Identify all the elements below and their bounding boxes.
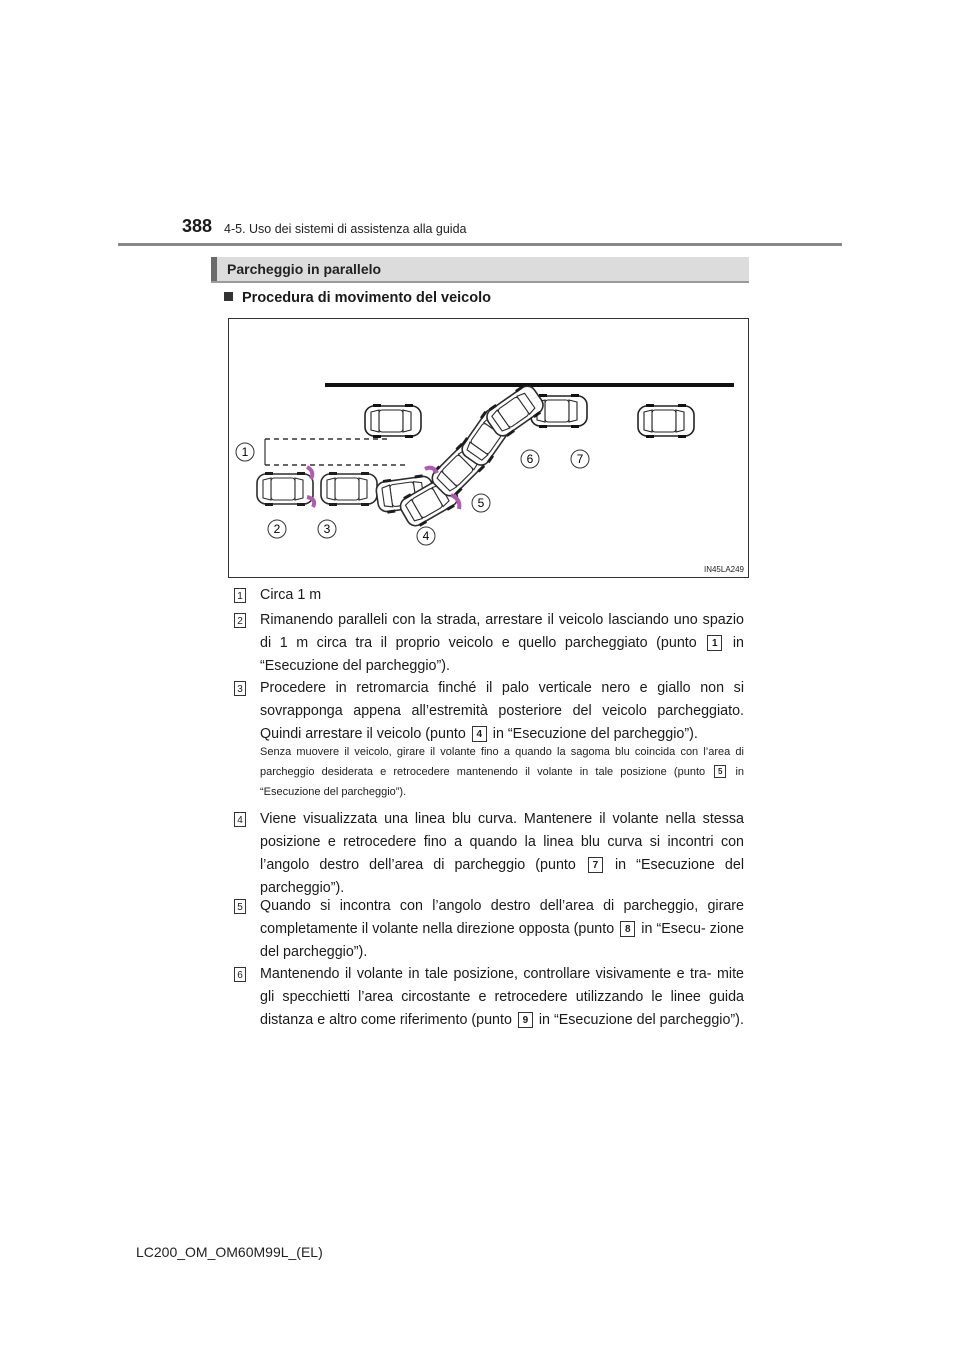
list-item <box>234 584 744 607</box>
steer-arrow-3 <box>425 468 437 473</box>
callout-7 <box>571 450 589 468</box>
callout-1 <box>236 443 254 461</box>
page-number: 388 <box>182 216 213 236</box>
svg-text:1: 1 <box>241 445 249 459</box>
footer-doc-code: LC200_OM_OM60M99L_(EL) <box>136 1244 323 1260</box>
ref-box: 9 <box>518 1012 533 1028</box>
list-item <box>234 677 744 746</box>
svg-text:6: 6 <box>526 452 534 466</box>
svg-text:7: 7 <box>576 452 584 466</box>
callout-4 <box>417 527 435 545</box>
ref-box: 1 <box>707 635 722 651</box>
ref-box: 7 <box>588 857 603 873</box>
item-text: Procedere in retromarcia finché il palo verticale nero e giallo non si sovrapponga appena all’estremità posteriore del veicolo parcheggiato. Quindi arrestare il veicolo (punto 4 in “Esecuzione del parcheggio”). <box>260 680 744 742</box>
item-text: Circa 1 m <box>260 587 322 603</box>
item-number: 6 <box>234 967 246 982</box>
callout-5 <box>472 494 490 512</box>
ref-box: 8 <box>620 921 635 937</box>
subheading-text: Procedura di movimento del veicolo <box>242 290 491 306</box>
ref-box: 5 <box>714 765 726 778</box>
parking-diagram <box>228 318 749 578</box>
title-accent <box>211 257 217 281</box>
item-number: 4 <box>234 812 246 827</box>
parking-diagram-svg <box>229 319 750 579</box>
item-text: Rimanendo paralleli con la strada, arrestare il veicolo lasciando uno spazio di 1 m circa tra il proprio veicolo e quello parcheggiato (punto 1 in “Esecuzione del parcheggio”). <box>260 612 744 674</box>
callout-2 <box>268 520 286 538</box>
callout-6 <box>521 450 539 468</box>
note-paragraph: Senza muovere il veicolo, girare il volante fino a quando la sagoma blu coincida con l’area di parcheggio desiderata e retrocedere mantenendo il volante in tale posizione (punto 5 in “Esecuzione del parcheggio”). <box>260 746 744 798</box>
list-item <box>234 895 744 964</box>
section-title: Parcheggio in parallelo <box>227 261 382 277</box>
item-number: 2 <box>234 613 246 628</box>
item-text: Mantenendo il volante in tale posizione, controllare visivamente e tra- mite gli specchietti l’area circostante e retrocedere utilizzando le linee guida distanza e altro come riferimento (punto 9 in “Esecuzione del parcheggio”). <box>260 966 744 1028</box>
svg-text:2: 2 <box>273 522 281 536</box>
list-item <box>234 808 744 900</box>
svg-text:4: 4 <box>422 529 430 543</box>
section-path: 4-5. Uso dei sistemi di assistenza alla guida <box>224 222 467 236</box>
subheading <box>224 290 491 306</box>
item-text: Viene visualizzata una linea blu curva. Mantenere il volante nella stessa posizione e retrocedere fino a quando la linea blu curva si incontri con l’angolo destro dell’area di parcheggio (punto 7 in “Esecuzione del parcheggio”). <box>260 811 745 896</box>
ref-box: 4 <box>472 726 487 742</box>
section-title-bar <box>211 257 749 283</box>
header-rule <box>118 243 842 246</box>
item-number: 1 <box>234 588 246 603</box>
list-item <box>234 963 744 1032</box>
parked-car-rear <box>638 404 694 438</box>
item-number: 3 <box>234 681 246 696</box>
square-bullet-icon <box>224 292 233 301</box>
svg-text:5: 5 <box>477 496 485 510</box>
vehicle-path <box>257 381 548 531</box>
item-number: 5 <box>234 899 246 914</box>
figure-code: IN45LA249 <box>703 565 744 574</box>
callout-3 <box>318 520 336 538</box>
item-text: Quando si incontra con l’angolo destro dell’area di parcheggio, girare completamente il volante nella direzione opposta (punto 8 in “Esecu- zione del parcheggio”). <box>260 898 744 960</box>
svg-text:3: 3 <box>323 522 331 536</box>
parked-car-front <box>365 404 421 438</box>
list-item <box>234 609 744 678</box>
